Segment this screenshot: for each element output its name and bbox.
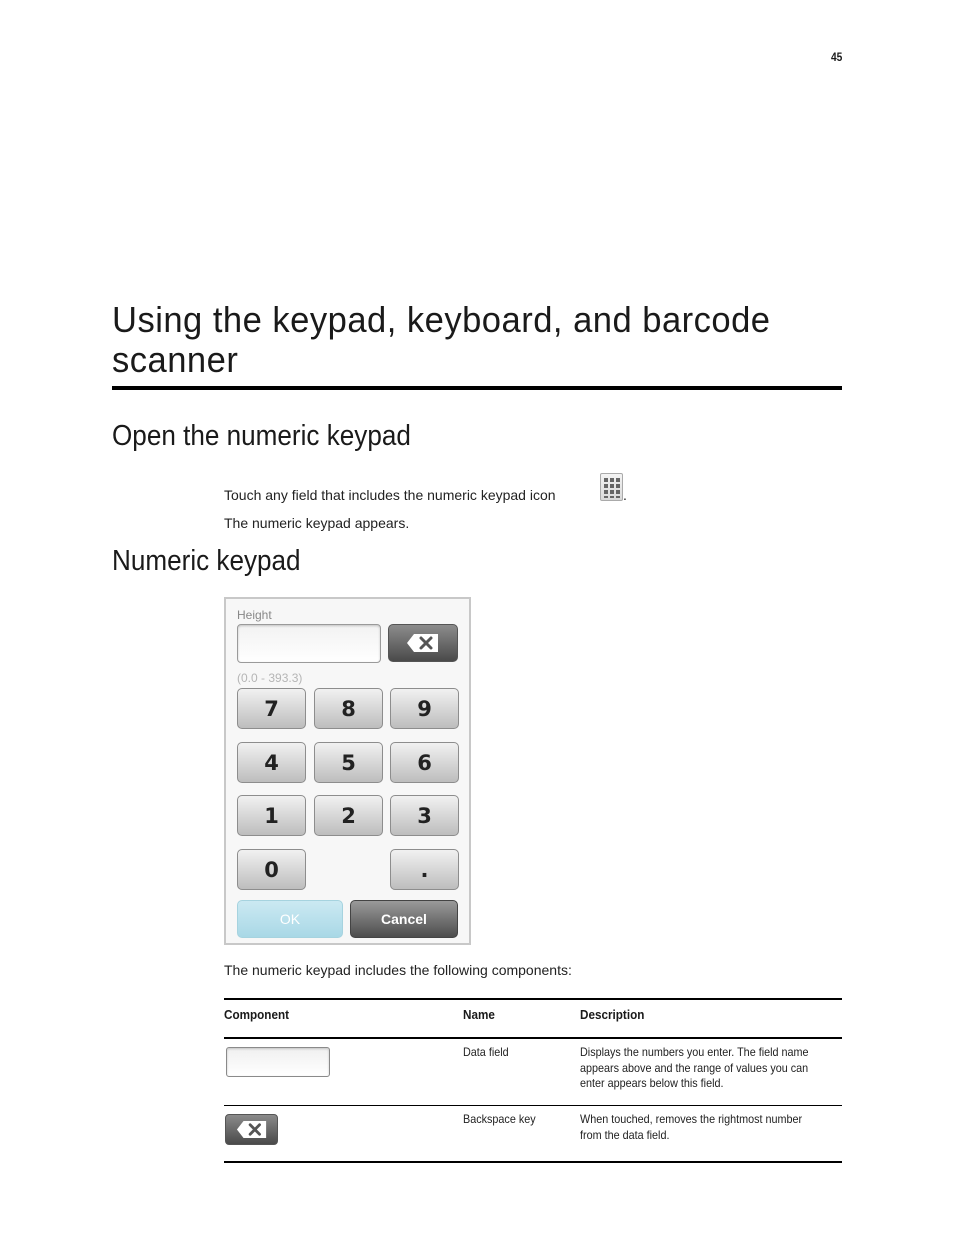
key-5[interactable]: 5	[314, 742, 383, 783]
key-7[interactable]: 7	[237, 688, 306, 729]
result-text: The numeric keypad appears.	[224, 515, 410, 531]
header-description: Description	[580, 1007, 645, 1022]
row-1-description: Displays the numbers you enter. The field name appears above and the range of values you can enter appears below this field.	[580, 1045, 809, 1090]
cancel-button[interactable]: Cancel	[350, 900, 458, 938]
backspace-icon	[406, 633, 440, 653]
chapter-rule	[112, 386, 842, 390]
step-text-period: .	[623, 487, 627, 503]
data-field-thumbnail	[226, 1047, 330, 1077]
numeric-keypad-icon	[600, 473, 623, 501]
keypad-field-label: Height	[237, 608, 272, 622]
key-decimal[interactable]: .	[390, 849, 459, 890]
key-9[interactable]: 9	[390, 688, 459, 729]
keypad-range-text: (0.0 - 393.3)	[237, 671, 303, 685]
key-2[interactable]: 2	[314, 795, 383, 836]
step-text: Touch any field that includes the numeric keypad icon	[224, 487, 556, 503]
table-header-rule	[224, 1037, 842, 1039]
row-2-description: When touched, removes the rightmost number from the data field.	[580, 1112, 803, 1142]
backspace-icon	[236, 1120, 268, 1139]
key-1[interactable]: 1	[237, 795, 306, 836]
section-heading-open-keypad: Open the numeric keypad	[112, 420, 411, 452]
row-1-name: Data field	[463, 1045, 509, 1059]
backspace-thumbnail	[225, 1114, 278, 1145]
key-4[interactable]: 4	[237, 742, 306, 783]
table-row-rule	[224, 1105, 842, 1106]
key-3[interactable]: 3	[390, 795, 459, 836]
row-2-name: Backspace key	[463, 1112, 536, 1126]
ok-button[interactable]: OK	[237, 900, 343, 938]
section-heading-numeric-keypad: Numeric keypad	[112, 545, 301, 577]
backspace-button[interactable]	[388, 624, 458, 662]
table-top-rule	[224, 998, 842, 1000]
key-6[interactable]: 6	[390, 742, 459, 783]
page-number: 45	[830, 50, 842, 64]
key-0[interactable]: 0	[237, 849, 306, 890]
chapter-title: Using the keypad, keyboard, and barcode scanner	[112, 299, 771, 380]
header-component: Component	[224, 1007, 289, 1022]
table-bottom-rule	[224, 1161, 842, 1163]
header-name: Name	[463, 1007, 495, 1022]
components-intro: The numeric keypad includes the following components:	[224, 962, 572, 978]
numeric-keypad-screenshot	[224, 597, 471, 945]
keypad-data-field[interactable]	[237, 624, 381, 663]
key-8[interactable]: 8	[314, 688, 383, 729]
